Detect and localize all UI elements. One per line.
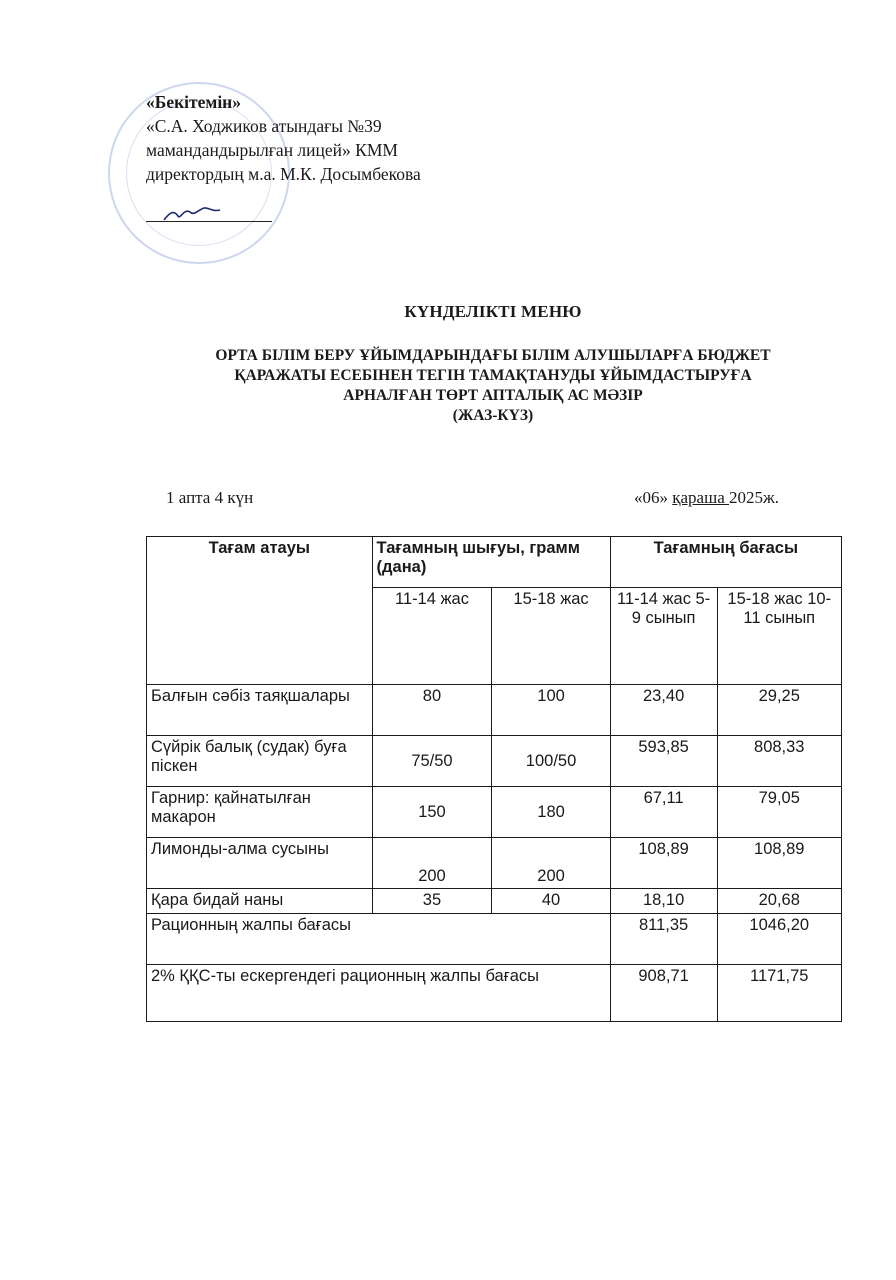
price-11-14: 18,10 xyxy=(610,889,717,914)
dish-name: Балғын сәбіз таяқшалары xyxy=(147,685,373,736)
subtitle-line: АРНАЛҒАН ТӨРТ АПТАЛЫҚ АС МӘЗІР xyxy=(343,387,643,404)
subtitle-line: ҚАРАЖАТЫ ЕСЕБІНЕН ТЕГІН ТАМАҚТАНУДЫ ҰЙЫМДАСТЫРУҒА xyxy=(234,367,752,384)
dish-name: Лимонды-алма сусыны xyxy=(147,838,373,889)
subtitle-line: ОРТА БІЛІМ БЕРУ ҰЙЫМДАРЫНДАҒЫ БІЛІМ АЛУШЫЛАРҒА БЮДЖЕТ xyxy=(215,347,771,364)
date-month: қараша xyxy=(672,488,729,507)
total-vat-row xyxy=(147,965,842,1022)
subheader-price-11-14: 11-14 жас 5-9 сынып xyxy=(610,588,717,685)
yield-11-14: 150 xyxy=(372,787,492,838)
table-header-row xyxy=(147,537,842,588)
yield-11-14: 200 xyxy=(372,838,492,889)
total-price-15-18: 1046,20 xyxy=(717,914,841,965)
total-vat-price-11-14: 908,71 xyxy=(610,965,717,1022)
approval-block xyxy=(146,90,421,186)
subtitle-line: (ЖАЗ-КҮЗ) xyxy=(452,407,534,424)
price-15-18: 29,25 xyxy=(717,685,841,736)
dish-name: Гарнир: қайнатылған макарон xyxy=(147,787,373,838)
yield-11-14: 35 xyxy=(372,889,492,914)
yield-11-14: 80 xyxy=(372,685,492,736)
approval-line-3: директордың м.а. М.К. Досымбекова xyxy=(146,164,421,184)
price-11-14: 593,85 xyxy=(610,736,717,787)
yield-15-18: 100 xyxy=(492,685,610,736)
total-vat-label: 2% ҚҚС-ты ескергендегі рационның жалпы бағасы xyxy=(147,965,611,1022)
yield-15-18: 180 xyxy=(492,787,610,838)
yield-15-18: 200 xyxy=(492,838,610,889)
price-11-14: 23,40 xyxy=(610,685,717,736)
dish-name: Қара бидай наны xyxy=(147,889,373,914)
price-11-14: 67,11 xyxy=(610,787,717,838)
table-row xyxy=(147,889,842,914)
total-price-11-14: 811,35 xyxy=(610,914,717,965)
table-row xyxy=(147,736,842,787)
page-title: КҮНДЕЛІКТІ МЕНЮ xyxy=(404,302,582,321)
approval-line-1: «С.А. Ходжиков атындағы №39 xyxy=(146,116,382,136)
subheader-yield-11-14: 11-14 жас xyxy=(372,588,492,685)
price-15-18: 79,05 xyxy=(717,787,841,838)
table-row xyxy=(147,787,842,838)
header-price: Тағамның бағасы xyxy=(610,537,841,588)
date-suffix: 2025ж. xyxy=(729,488,779,507)
price-15-18: 20,68 xyxy=(717,889,841,914)
week-day: 1 апта 4 күн xyxy=(166,488,254,507)
yield-15-18: 100/50 xyxy=(492,736,610,787)
menu-table xyxy=(146,536,842,1022)
price-15-18: 108,89 xyxy=(717,838,841,889)
approval-title: «Бекітемін» xyxy=(146,92,242,112)
approval-line-2: мамандандырылған лицей» КММ xyxy=(146,140,398,160)
subheader-price-15-18: 15-18 жас 10-11 сынып xyxy=(717,588,841,685)
menu-date xyxy=(634,488,779,508)
dish-name: Сүйрік балық (судак) буға піскен xyxy=(147,736,373,787)
total-label: Рационның жалпы бағасы xyxy=(147,914,611,965)
price-11-14: 108,89 xyxy=(610,838,717,889)
signature-line xyxy=(146,221,272,222)
date-prefix: «06» xyxy=(634,488,673,507)
header-dish-name: Тағам атауы xyxy=(147,537,373,685)
table-row xyxy=(147,685,842,736)
price-15-18: 808,33 xyxy=(717,736,841,787)
yield-15-18: 40 xyxy=(492,889,610,914)
total-row xyxy=(147,914,842,965)
table-row xyxy=(147,838,842,889)
yield-11-14: 75/50 xyxy=(372,736,492,787)
subheader-yield-15-18: 15-18 жас xyxy=(492,588,610,685)
header-yield: Тағамның шығуы, грамм (дана) xyxy=(372,537,610,588)
total-vat-price-15-18: 1171,75 xyxy=(717,965,841,1022)
page-subtitle xyxy=(150,346,836,426)
